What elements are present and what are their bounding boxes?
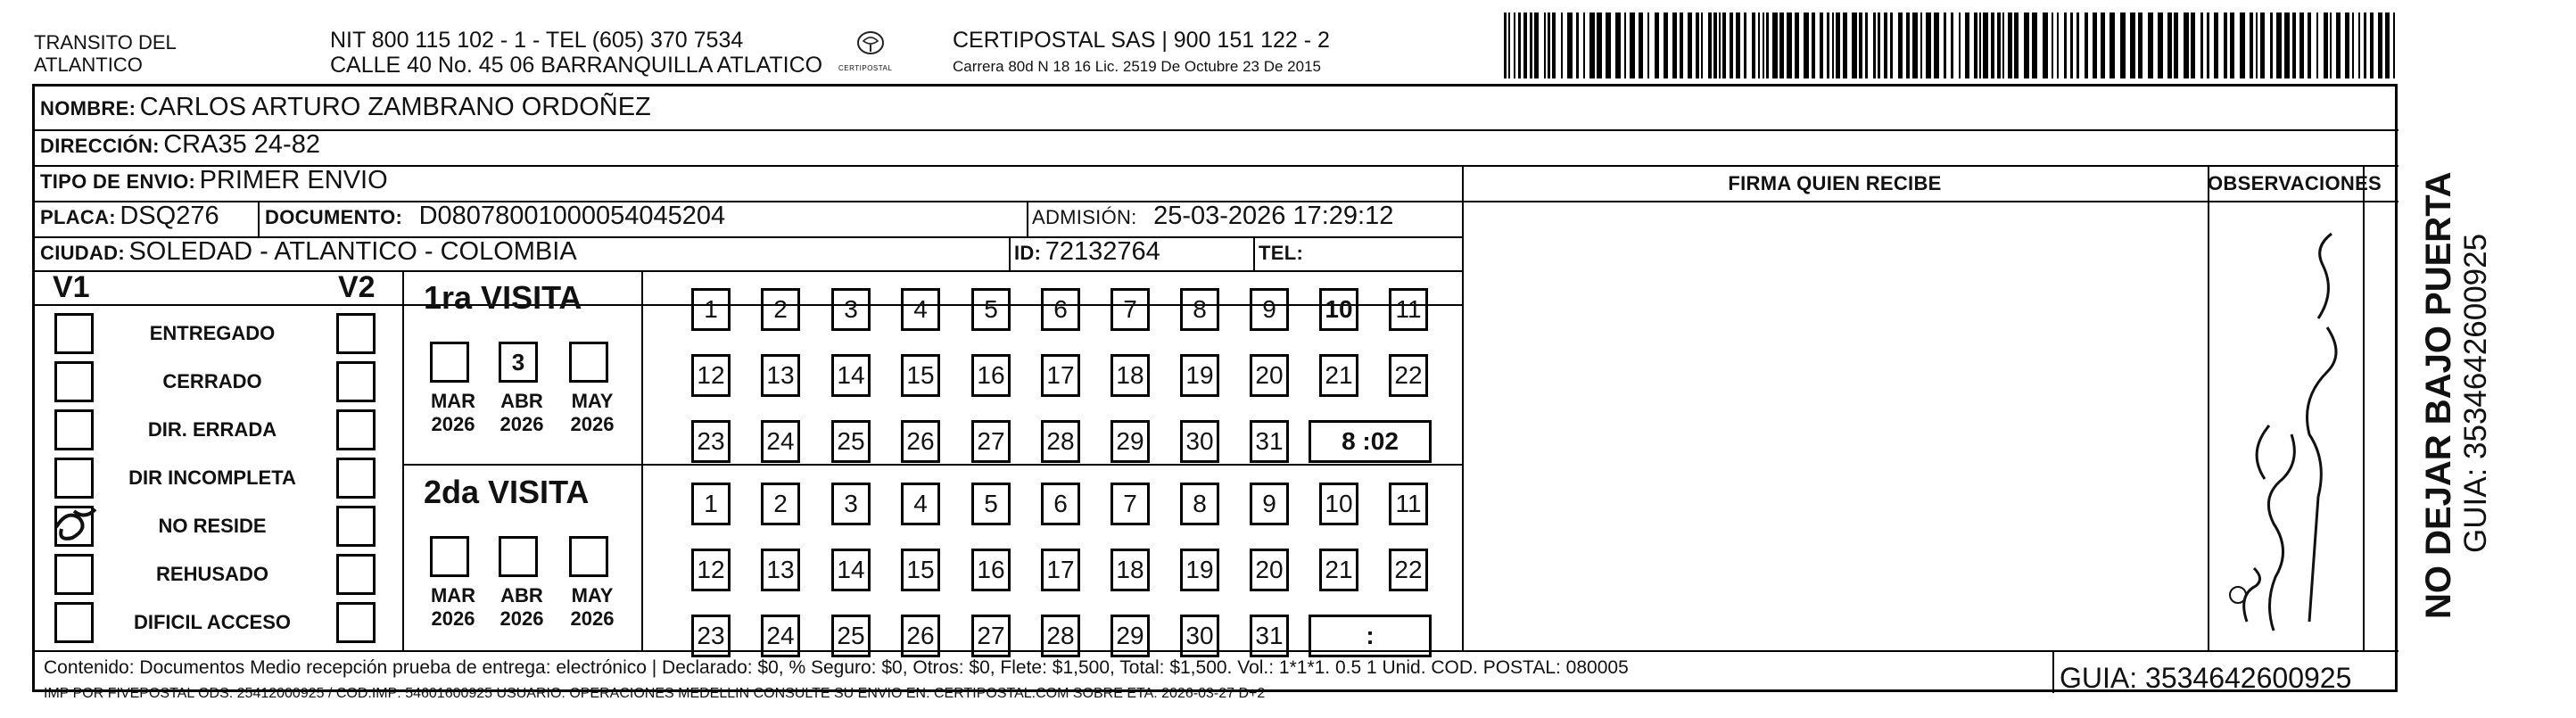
nit-line: NIT 800 115 102 - 1 - TEL (605) 370 7534 bbox=[330, 28, 744, 53]
day-box[interactable]: 24 bbox=[761, 615, 800, 657]
day-box[interactable]: 31 bbox=[1250, 420, 1289, 463]
month-checkbox[interactable] bbox=[430, 536, 469, 577]
day-box[interactable]: 17 bbox=[1041, 354, 1080, 397]
day-box[interactable]: 20 bbox=[1250, 354, 1289, 397]
day-box[interactable]: 5 bbox=[971, 483, 1011, 525]
day-box[interactable]: 28 bbox=[1041, 420, 1080, 463]
observaciones-header: OBSERVACIONES bbox=[2208, 172, 2382, 194]
time-box[interactable]: 8 :02 bbox=[1309, 420, 1432, 463]
day-box[interactable]: 6 bbox=[1041, 483, 1080, 525]
day-box[interactable]: 10 bbox=[1319, 288, 1358, 331]
tel-label: TEL: bbox=[1259, 242, 1304, 264]
direccion-value: CRA35 24-82 bbox=[163, 130, 320, 159]
barcode-graphic bbox=[1504, 12, 2401, 78]
ciudad-value: SOLEDAD - ATLANTICO - COLOMBIA bbox=[128, 237, 577, 266]
v1-checkbox[interactable] bbox=[54, 409, 94, 450]
day-box[interactable]: 27 bbox=[971, 420, 1011, 463]
direccion-label: DIRECCIÓN: bbox=[40, 135, 160, 157]
day-box[interactable]: 7 bbox=[1110, 288, 1150, 331]
day-box[interactable]: 5 bbox=[971, 288, 1011, 331]
v1-checkbox[interactable] bbox=[54, 554, 94, 595]
documento-row bbox=[265, 201, 725, 235]
day-box[interactable]: 13 bbox=[761, 549, 800, 591]
day-box[interactable]: 1 bbox=[691, 288, 731, 331]
day-box[interactable]: 8 bbox=[1180, 288, 1219, 331]
day-box[interactable]: 11 bbox=[1389, 483, 1428, 525]
day-box[interactable]: 26 bbox=[901, 615, 940, 657]
license-line: Carrera 80d N 18 16 Lic. 2519 De Octubre 23 De 2015 bbox=[953, 58, 1321, 75]
v1-checkbox[interactable] bbox=[54, 313, 94, 354]
day-box[interactable]: 25 bbox=[831, 420, 871, 463]
month-label: MAY bbox=[571, 584, 614, 607]
no-dejar-bajo-puerta: NO DEJAR BAJO PUERTA bbox=[2419, 171, 2458, 619]
day-box[interactable]: 3 bbox=[831, 483, 871, 525]
ciudad-label: CIUDAD: bbox=[40, 242, 125, 264]
day-box[interactable]: 13 bbox=[761, 354, 800, 397]
contenido-line: Contenido: Documentos Medio recepción prueba de entrega: electrónico | Declarado: $0, % Seguro: $0, Otros: $0, Flete: $1,500, Total: $1,500. Vol.: 1*1*1. 0.5 1 Unid. COD. POSTAL: 080005 bbox=[44, 657, 1629, 678]
day-box[interactable]: 1 bbox=[691, 483, 731, 525]
day-box[interactable]: 19 bbox=[1180, 354, 1219, 397]
day-box[interactable]: 10 bbox=[1319, 483, 1358, 525]
id-value: 72132764 bbox=[1044, 237, 1160, 266]
time-box[interactable]: : bbox=[1309, 615, 1432, 657]
year-label: 2026 bbox=[570, 607, 615, 630]
day-box[interactable]: 3 bbox=[831, 288, 871, 331]
day-box[interactable]: 12 bbox=[691, 354, 731, 397]
day-box[interactable]: 20 bbox=[1250, 549, 1289, 591]
day-box[interactable]: 31 bbox=[1250, 615, 1289, 657]
month-checkbox[interactable] bbox=[499, 536, 538, 577]
day-box[interactable]: 9 bbox=[1250, 288, 1289, 331]
barcode bbox=[1504, 12, 2401, 78]
visit-title: 2da VISITA bbox=[424, 474, 590, 510]
checkmark-scribble-icon bbox=[49, 502, 103, 547]
documento-value: D08078001000054045204 bbox=[418, 202, 726, 230]
day-box[interactable]: 11 bbox=[1389, 288, 1428, 331]
placa-label: PLACA: bbox=[40, 206, 116, 228]
firma-header: FIRMA QUIEN RECIBE bbox=[1728, 172, 1942, 194]
month-label: MAR bbox=[430, 584, 476, 607]
day-box[interactable]: 28 bbox=[1041, 615, 1080, 657]
tipo-envio-label: TIPO DE ENVIO: bbox=[40, 170, 196, 193]
nombre-label: NOMBRE: bbox=[40, 97, 136, 120]
visit-title: 1ra VISITA bbox=[424, 279, 582, 316]
year-label: 2026 bbox=[500, 413, 544, 435]
tel-row bbox=[1259, 236, 1303, 271]
v2-header: V2 bbox=[338, 270, 376, 304]
placa-row bbox=[40, 201, 219, 235]
day-box[interactable]: 19 bbox=[1180, 549, 1219, 591]
day-box[interactable]: 14 bbox=[831, 354, 871, 397]
address-line: CALLE 40 No. 45 06 BARRANQUILLA ATLATICO bbox=[330, 53, 823, 78]
day-box[interactable]: 7 bbox=[1110, 483, 1150, 525]
day-box[interactable]: 4 bbox=[901, 483, 940, 525]
year-label: 2026 bbox=[431, 413, 475, 435]
v2-checkbox[interactable] bbox=[336, 602, 376, 643]
day-box[interactable]: 24 bbox=[761, 420, 800, 463]
day-box[interactable]: 16 bbox=[971, 354, 1011, 397]
status-reason-label: CERRADO bbox=[162, 370, 262, 392]
status-reason-label: DIFICIL ACCESO bbox=[133, 611, 291, 633]
day-box[interactable]: 12 bbox=[691, 549, 731, 591]
month-checkbox[interactable] bbox=[569, 536, 608, 577]
company-name-line2: ATLANTICO bbox=[34, 54, 143, 76]
status-reason-label: ENTREGADO bbox=[149, 322, 276, 344]
v2-checkbox[interactable] bbox=[336, 458, 376, 499]
direccion-row bbox=[40, 129, 320, 164]
v1-checkbox[interactable] bbox=[54, 458, 94, 499]
handwriting-scribble-icon bbox=[2211, 211, 2361, 648]
v2-checkbox[interactable] bbox=[336, 506, 376, 547]
day-box[interactable]: 4 bbox=[901, 288, 940, 331]
day-box[interactable]: 30 bbox=[1180, 420, 1219, 463]
day-box[interactable]: 21 bbox=[1319, 354, 1358, 397]
tipo-envio-row bbox=[40, 165, 388, 200]
year-label: 2026 bbox=[431, 607, 475, 630]
certipostal-line: CERTIPOSTAL SAS | 900 151 122 - 2 bbox=[953, 28, 1330, 53]
day-box[interactable]: 2 bbox=[761, 288, 800, 331]
admision-label: ADMISIÓN: bbox=[1032, 206, 1137, 228]
tipo-envio-value: PRIMER ENVIO bbox=[199, 166, 388, 194]
day-box[interactable]: 27 bbox=[971, 615, 1011, 657]
month-checkbox[interactable] bbox=[430, 342, 469, 383]
day-box[interactable]: 16 bbox=[971, 549, 1011, 591]
day-box[interactable]: 8 bbox=[1180, 483, 1219, 525]
observaciones-handwriting bbox=[2211, 211, 2361, 648]
day-box[interactable]: 22 bbox=[1389, 354, 1428, 397]
v1-checkbox[interactable] bbox=[54, 602, 94, 643]
id-label: ID: bbox=[1014, 242, 1042, 264]
status-reason-label: DIR INCOMPLETA bbox=[128, 466, 296, 489]
day-box[interactable]: 6 bbox=[1041, 288, 1080, 331]
v1-checkbox[interactable] bbox=[54, 361, 94, 402]
status-reason-label: DIR. ERRADA bbox=[147, 418, 277, 441]
month-label: ABR bbox=[500, 584, 543, 607]
day-box[interactable]: 23 bbox=[691, 615, 731, 657]
side-guia: GUIA: 3534642600925 bbox=[2458, 233, 2493, 553]
day-box[interactable]: 25 bbox=[831, 615, 871, 657]
day-box[interactable]: 18 bbox=[1110, 549, 1150, 591]
day-box[interactable]: 22 bbox=[1389, 549, 1428, 591]
placa-value: DSQ276 bbox=[120, 202, 219, 230]
day-box[interactable]: 14 bbox=[831, 549, 871, 591]
status-reason-label: REHUSADO bbox=[156, 563, 268, 585]
day-box[interactable]: 2 bbox=[761, 483, 800, 525]
nombre-row bbox=[40, 92, 651, 127]
imp-line: IMP POR FIVEPOSTAL ODS: 25412000925 / COD.IMP: 54601600925 USUARIO: OPERACIONES MEDELLIN CONSULTE SU ENVIO EN: CERTIPOSTAL.COM SOBRE ETA: 2026-03-27 D+2 bbox=[44, 686, 1266, 701]
v2-checkbox[interactable] bbox=[336, 313, 376, 354]
admision-row bbox=[1032, 201, 1393, 235]
ciudad-row bbox=[40, 236, 577, 271]
documento-label: DOCUMENTO: bbox=[265, 206, 403, 228]
month-label: ABR bbox=[500, 390, 543, 412]
admision-value: 25-03-2026 17:29:12 bbox=[1153, 202, 1394, 230]
day-box[interactable]: 23 bbox=[691, 420, 731, 463]
v2-checkbox[interactable] bbox=[336, 409, 376, 450]
day-box[interactable]: 26 bbox=[901, 420, 940, 463]
day-box[interactable]: 15 bbox=[901, 549, 940, 591]
year-label: 2026 bbox=[570, 413, 615, 435]
delivery-form bbox=[32, 84, 2398, 701]
guia-footer: GUIA: 3534642600925 bbox=[2060, 662, 2352, 694]
month-checkbox[interactable] bbox=[569, 342, 608, 383]
month-label: MAR bbox=[430, 390, 476, 412]
year-label: 2026 bbox=[500, 607, 544, 630]
day-box[interactable]: 15 bbox=[901, 354, 940, 397]
day-box[interactable]: 9 bbox=[1250, 483, 1289, 525]
month-label: MAY bbox=[571, 390, 614, 412]
month-checkbox[interactable]: 3 bbox=[499, 342, 538, 383]
id-row bbox=[1014, 236, 1160, 271]
day-box[interactable]: 29 bbox=[1110, 420, 1150, 463]
status-reason-label: NO RESIDE bbox=[158, 515, 267, 537]
day-box[interactable]: 17 bbox=[1041, 549, 1080, 591]
v1-header: V1 bbox=[53, 270, 90, 304]
day-box[interactable]: 30 bbox=[1180, 615, 1219, 657]
day-box[interactable]: 21 bbox=[1319, 549, 1358, 591]
nombre-value: CARLOS ARTURO ZAMBRANO ORDOÑEZ bbox=[139, 93, 651, 121]
certipostal-logo bbox=[833, 25, 896, 78]
v2-checkbox[interactable] bbox=[336, 361, 376, 402]
logo-text: CERTIPOSTAL bbox=[838, 64, 893, 72]
company-name-line1: TRANSITO DEL bbox=[34, 31, 177, 54]
v2-checkbox[interactable] bbox=[336, 554, 376, 595]
day-box[interactable]: 18 bbox=[1110, 354, 1150, 397]
day-box[interactable]: 29 bbox=[1110, 615, 1150, 657]
